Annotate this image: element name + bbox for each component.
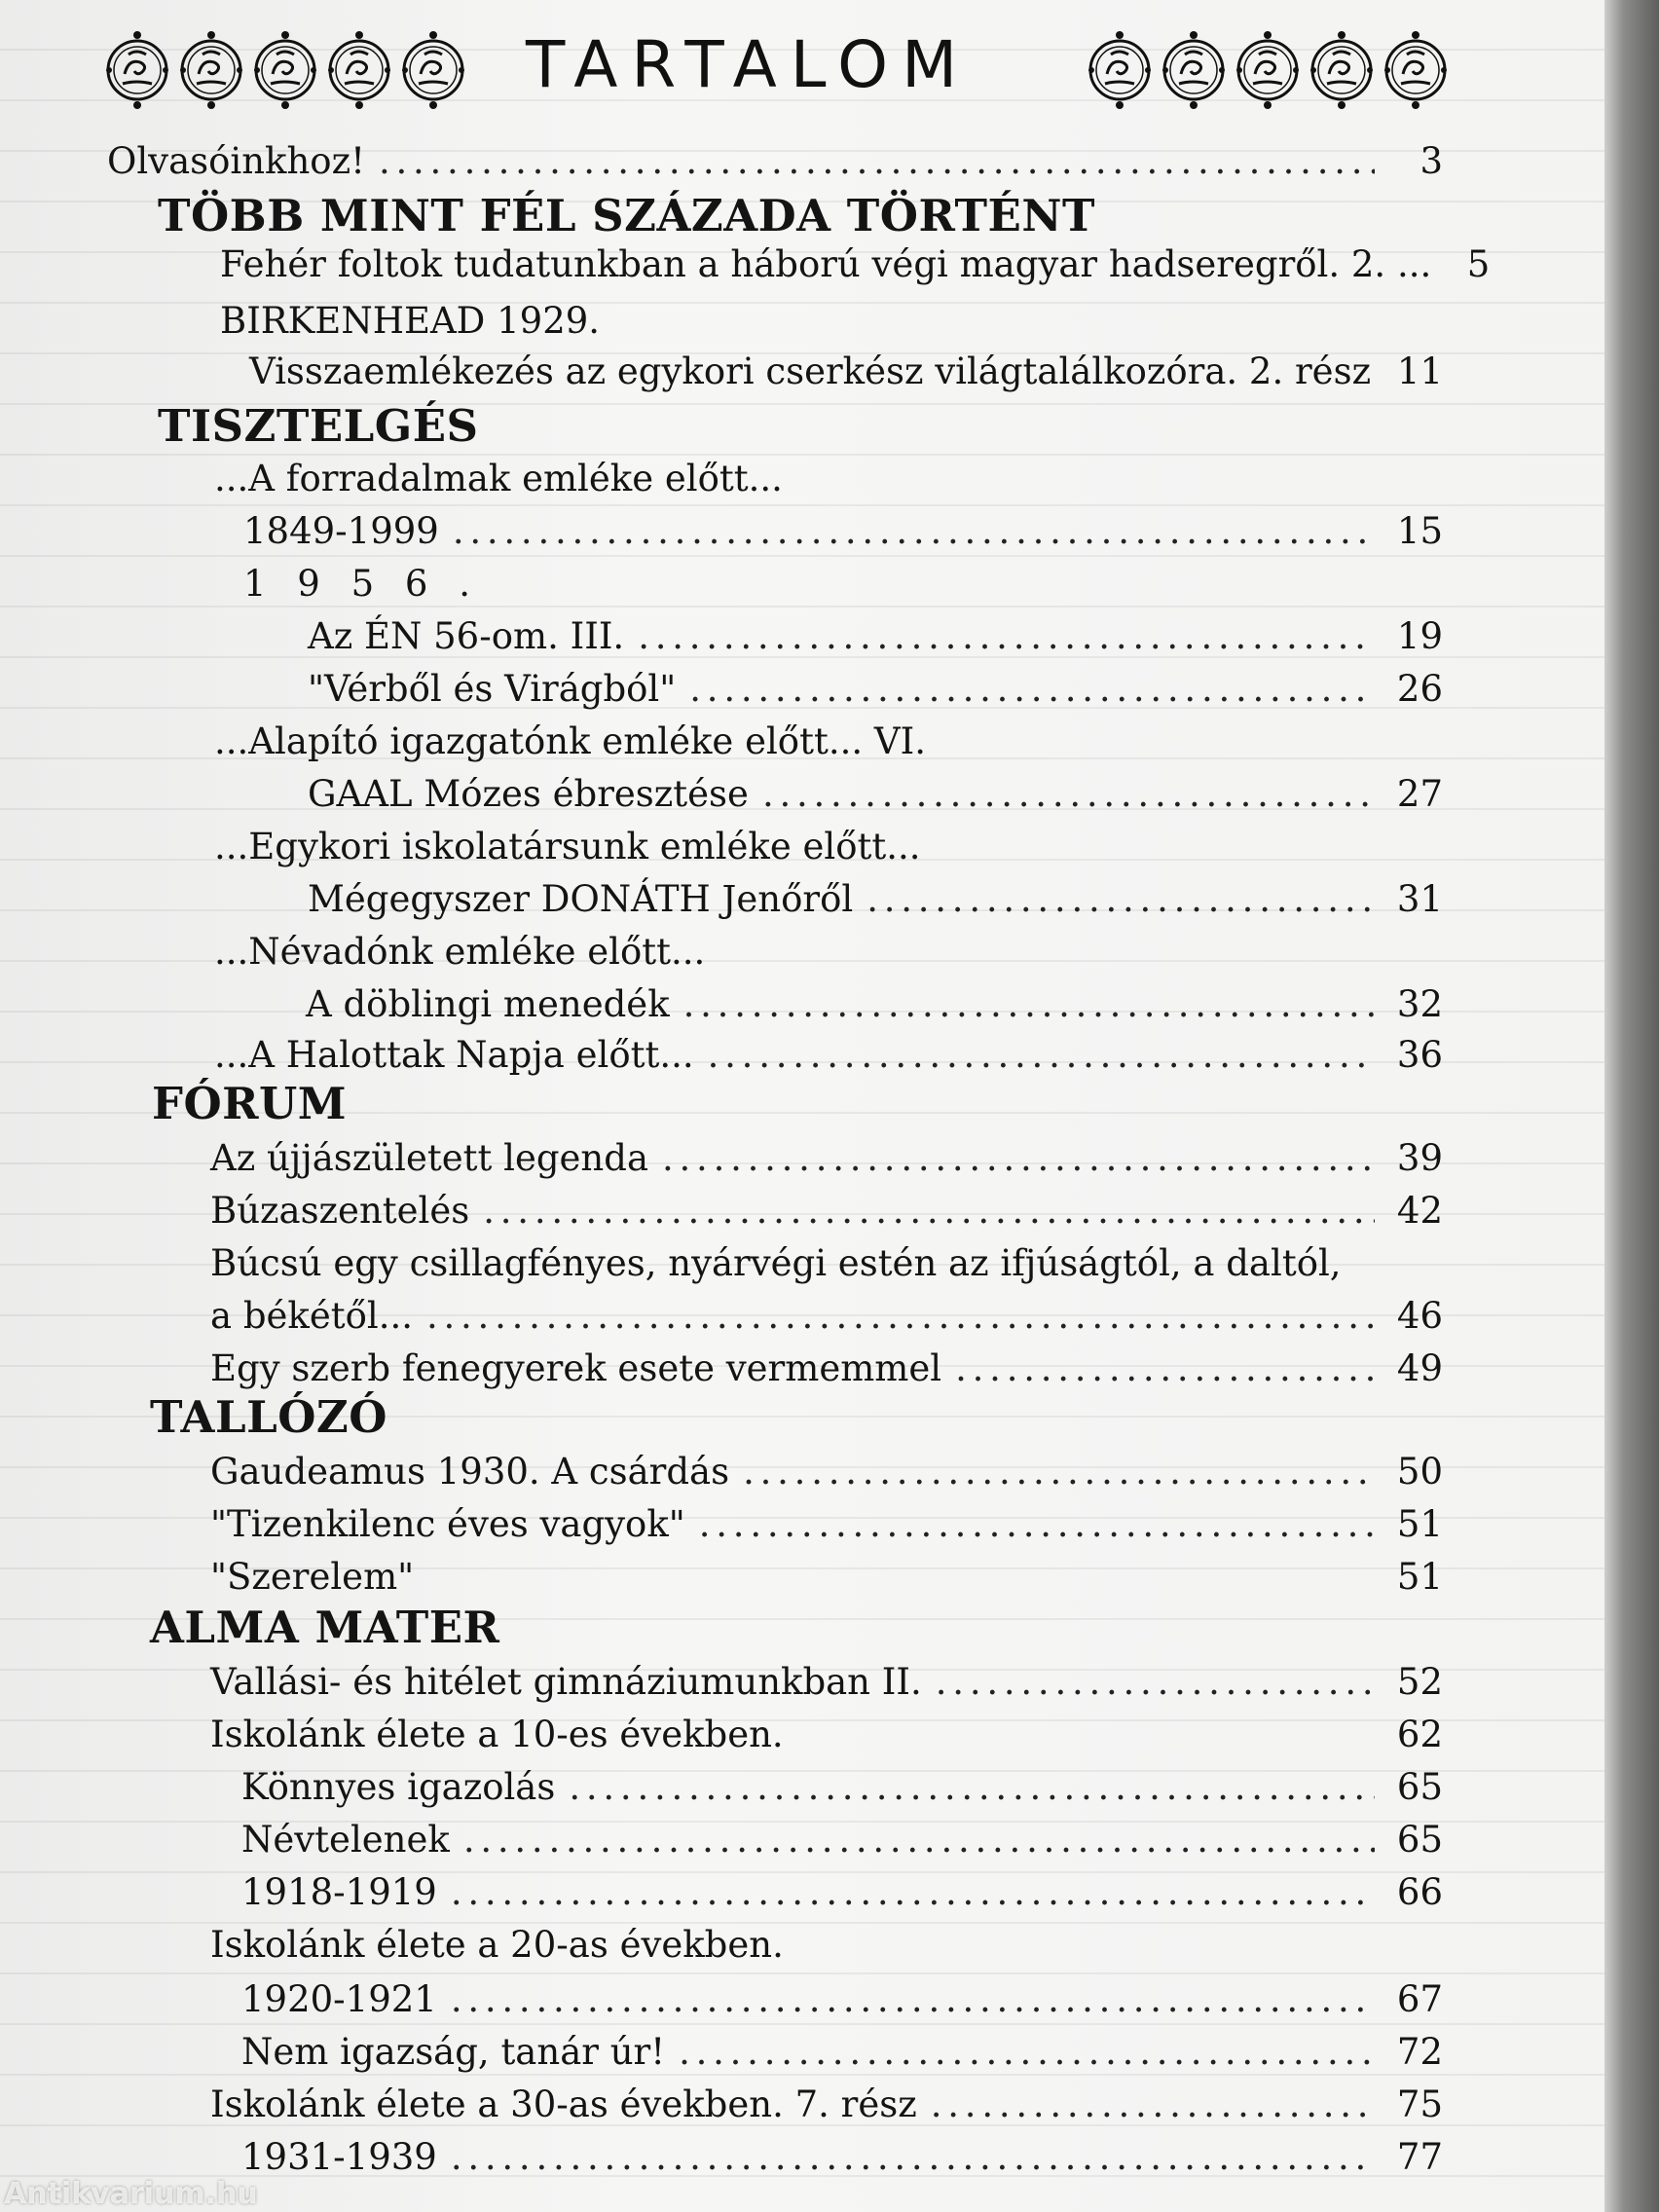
entry-page: 15 xyxy=(1396,510,1443,552)
dot-leader xyxy=(936,1657,1375,1708)
section-heading: TALLÓZÓ xyxy=(150,1391,387,1443)
entry-page: 49 xyxy=(1396,1347,1443,1389)
entry-title: Gaudeamus 1930. A csárdás xyxy=(210,1451,730,1493)
entry-title: Egy szerb fenegyerek esete vermemmel xyxy=(210,1347,942,1389)
dot-leader xyxy=(451,2132,1375,2183)
toc-entry xyxy=(214,454,1443,504)
site-watermark: Antikvarium.hu xyxy=(4,2177,258,2211)
entry-page: 51 xyxy=(1396,1556,1443,1598)
entry-title: a békétől... xyxy=(210,1295,413,1337)
toc-entry xyxy=(308,611,1443,662)
entry-page: 11 xyxy=(1396,350,1443,392)
dot-leader xyxy=(762,769,1375,820)
toc-entry xyxy=(241,1762,1443,1813)
entry-page: 42 xyxy=(1396,1190,1443,1232)
entry-page: 5 xyxy=(1466,243,1491,285)
entry-title: "Tizenkilenc éves vagyok" xyxy=(210,1503,685,1545)
dot-leader xyxy=(955,1344,1375,1394)
entry-page: 3 xyxy=(1419,140,1443,182)
entry-page: 66 xyxy=(1396,1871,1443,1913)
toc-entry xyxy=(210,1186,1443,1236)
dot-leader xyxy=(569,1762,1375,1813)
entry-page: 67 xyxy=(1396,1978,1443,2020)
entry-title: BIRKENHEAD 1929. xyxy=(220,300,601,342)
book-spine-edge xyxy=(1604,0,1659,2212)
entry-page: 75 xyxy=(1396,2083,1443,2125)
entry-page: 36 xyxy=(1396,1034,1443,1076)
toc-entry xyxy=(241,1815,1443,1865)
toc-entry xyxy=(308,874,1443,925)
toc-entry xyxy=(214,822,1443,872)
entry-title: ...Névadónk emléke előtt... xyxy=(214,931,706,973)
toc-entry xyxy=(249,347,1443,397)
dot-leader xyxy=(426,1291,1375,1342)
entry-title: A döblingi menedék xyxy=(306,983,670,1025)
toc-entry xyxy=(243,506,1443,557)
entry-page: 19 xyxy=(1396,615,1443,657)
toc-entry xyxy=(210,1657,1443,1708)
entry-title: Búcsú egy csillagfényes, nyárvégi estén az ifjúságtól, a daltól, xyxy=(210,1242,1342,1284)
dot-leader xyxy=(708,1030,1375,1081)
dot-leader xyxy=(689,664,1375,715)
toc-entry xyxy=(210,1238,1443,1289)
entry-title: Iskolánk élete a 10-es években. xyxy=(210,1714,784,1755)
entry-title: Olvasóinkhoz! xyxy=(107,140,365,182)
entry-page: 32 xyxy=(1396,983,1443,1025)
toc-entry xyxy=(210,2080,1443,2130)
section-heading: TISZTELGÉS xyxy=(158,400,479,452)
dot-leader xyxy=(743,1447,1375,1497)
entry-page: 65 xyxy=(1396,1819,1443,1861)
entry-title: Mégegyszer DONÁTH Jenőről xyxy=(308,878,854,920)
dot-leader xyxy=(463,1815,1375,1865)
entry-title: 1920-1921 xyxy=(241,1978,437,2020)
toc-entry xyxy=(210,1447,1443,1497)
toc-entry xyxy=(308,769,1443,820)
entry-title: 1931-1939 xyxy=(241,2136,437,2178)
entry-page: 52 xyxy=(1396,1661,1443,1703)
entry-title: 1 9 5 6 . xyxy=(243,563,480,605)
entry-title: Iskolánk élete a 20-as években. xyxy=(210,1924,784,1966)
dot-leader xyxy=(699,1499,1375,1550)
entry-page: 26 xyxy=(1396,668,1443,710)
toc-entry xyxy=(107,136,1443,187)
entry-page: 50 xyxy=(1396,1451,1443,1493)
dot-leader xyxy=(453,506,1375,557)
toc-entry xyxy=(210,1133,1443,1184)
entry-title: ...Egykori iskolatársunk emléke előtt... xyxy=(214,826,921,867)
entry-title: ...A Halottak Napja előtt... xyxy=(214,1034,694,1076)
entry-title: ...Alapító igazgatónk emléke előtt... VI. xyxy=(214,720,926,762)
entry-title: Könnyes igazolás xyxy=(241,1766,556,1808)
dot-leader xyxy=(483,1186,1375,1236)
entry-page: 51 xyxy=(1396,1503,1443,1545)
toc-entry xyxy=(210,1499,1443,1550)
entry-title: Nem igazság, tanár úr! xyxy=(241,2031,666,2073)
entry-title: ...A forradalmak emléke előtt... xyxy=(214,458,783,499)
entry-page: 31 xyxy=(1396,878,1443,920)
entry-title: Iskolánk élete a 30-as években. 7. rész xyxy=(210,2083,917,2125)
dot-leader xyxy=(866,874,1375,925)
section-heading: TÖBB MINT FÉL SZÁZADA TÖRTÉNT xyxy=(158,190,1095,241)
entry-title: Fehér foltok tudatunkban a háború végi magyar hadseregről. 2. ... xyxy=(220,243,1432,285)
entry-title: 1849-1999 xyxy=(243,510,439,552)
dot-leader xyxy=(931,2080,1375,2130)
entry-page: 77 xyxy=(1396,2136,1443,2178)
entry-page: 65 xyxy=(1396,1766,1443,1808)
entry-title: Búzaszentelés xyxy=(210,1190,470,1232)
toc-entry xyxy=(210,1552,1443,1603)
toc-entry xyxy=(214,717,1443,767)
section-heading: ALMA MATER xyxy=(150,1602,500,1653)
toc-entry xyxy=(220,240,1491,290)
entry-title: Az újjászületett legenda xyxy=(210,1137,648,1179)
entry-title: Vallási- és hitélet gimnáziumunkban II. xyxy=(210,1661,922,1703)
entry-page: 46 xyxy=(1396,1295,1443,1337)
entry-title: "Szerelem" xyxy=(210,1556,415,1598)
entry-page: 62 xyxy=(1396,1714,1443,1755)
page-title: TARTALOM xyxy=(526,27,972,102)
dot-leader xyxy=(662,1133,1375,1184)
section-heading: FÓRUM xyxy=(152,1078,348,1129)
toc-entry xyxy=(241,1974,1443,2025)
toc-entry xyxy=(210,1710,1443,1760)
dot-leader xyxy=(451,1867,1375,1918)
toc-entry xyxy=(210,1920,1443,1971)
dot-leader xyxy=(379,136,1375,187)
entry-title: Visszaemlékezés az egykori cserkész világtalálkozóra. 2. rész xyxy=(249,350,1372,392)
toc-entry xyxy=(220,296,1443,347)
toc-entry xyxy=(214,927,1443,977)
toc-entry xyxy=(210,1291,1443,1342)
toc-entry xyxy=(243,559,1443,609)
toc-entry xyxy=(241,2027,1443,2078)
dot-leader xyxy=(679,2027,1375,2078)
entry-page: 72 xyxy=(1396,2031,1443,2073)
toc-entry xyxy=(241,1867,1443,1918)
entry-title: Az ÉN 56-om. III. xyxy=(308,615,625,657)
entry-title: GAAL Mózes ébresztése xyxy=(308,773,749,815)
entry-page: 27 xyxy=(1396,773,1443,815)
toc-entry xyxy=(241,2132,1443,2183)
entry-title: "Vérből és Virágból" xyxy=(308,668,677,710)
entry-page: 39 xyxy=(1396,1137,1443,1179)
toc-entry xyxy=(214,1030,1443,1081)
dot-leader xyxy=(683,979,1375,1030)
entry-title: 1918-1919 xyxy=(241,1871,437,1913)
toc-entry xyxy=(306,979,1443,1030)
dot-leader xyxy=(638,611,1375,662)
dot-leader xyxy=(451,1974,1375,2025)
entry-title: Névtelenek xyxy=(241,1819,450,1861)
toc-entry xyxy=(210,1344,1443,1394)
toc-entry xyxy=(308,664,1443,715)
